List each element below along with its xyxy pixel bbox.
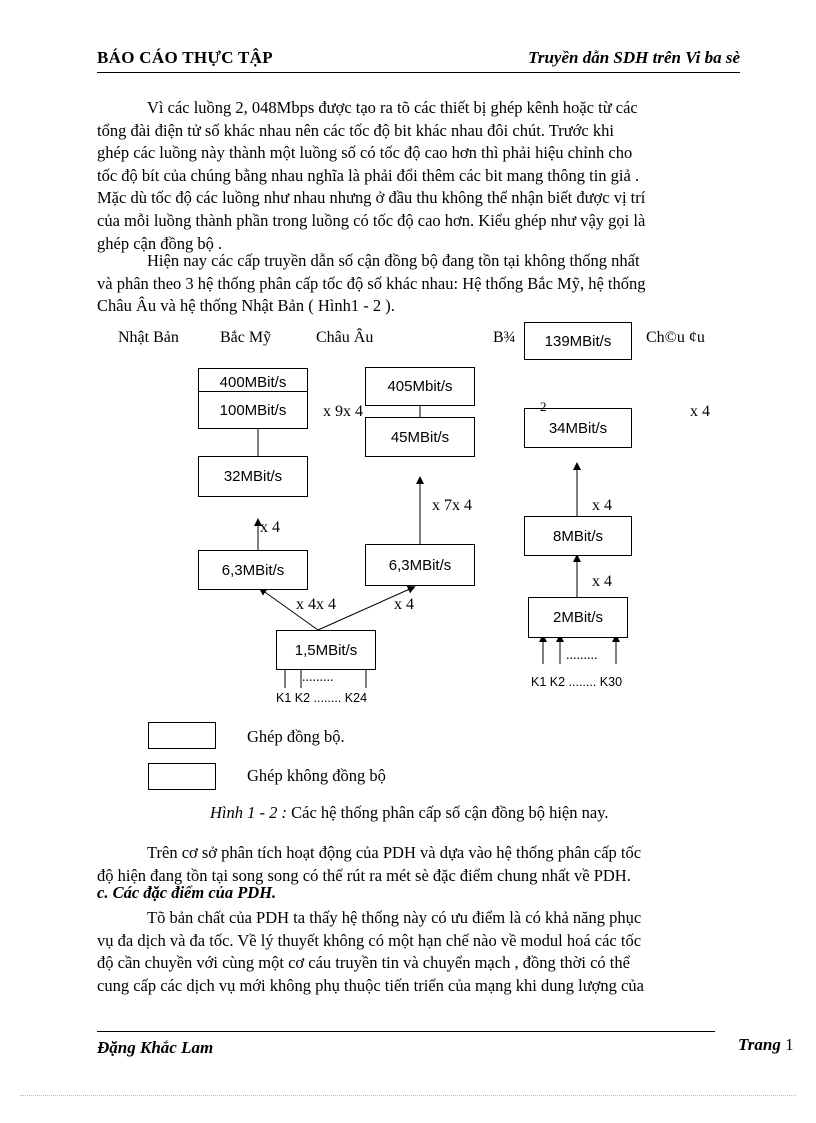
legend-label-async: Ghép không đồng bộ — [247, 766, 386, 785]
rate-box-100: 100MBit/s — [198, 391, 308, 429]
footer-author: Đặng Khắc Lam — [97, 1038, 214, 1057]
input-labels-left: K1 K2 ........ K24 — [276, 691, 368, 705]
multiplier-label: x 4 — [592, 573, 612, 590]
multiplier-label: x 4x 4 — [296, 596, 336, 613]
rate-box-6-3-japan: 6,3MBit/s — [198, 550, 308, 590]
footer-divider — [97, 1031, 715, 1032]
text-line: tổng đài điện tử số khác nhau nên các tốc độ bit khác nhau đôi chút. Trước khi — [97, 120, 614, 140]
text-line: Trên cơ sở phân tích hoạt động của PDH và dựa vào hệ thống phân cấp tốc — [147, 843, 642, 862]
rate-box-2: 2MBit/s — [528, 597, 628, 638]
page-edge-divider — [20, 1095, 796, 1096]
rate-box-1-5: 1,5MBit/s — [276, 630, 376, 670]
figure-caption — [210, 803, 609, 823]
text-line: Hiện nay các cấp truyền dẫn số cận đồng bộ đang tồn tại không thống nhất — [147, 251, 640, 270]
text-line: Vì các luồng 2, 048Mbps được tạo ra tõ các thiết bị ghép kênh hoặc từ các — [147, 98, 638, 117]
text-line: Tõ bản chất của PDH ta thấy hệ thống này có ưu điểm là có khả năng phục — [147, 908, 642, 927]
input-dots: ......... — [302, 670, 334, 685]
legend-swatch-async — [148, 763, 216, 790]
paragraph-4 — [97, 907, 738, 997]
multiplier-label: x 4 — [260, 519, 280, 536]
text-line: cung cấp các dịch vụ mới không phụ thuộc tiến triển của mạng khi dung lượng của — [97, 975, 644, 995]
text-line: tốc độ bít của chúng bằng nhau nghĩa là phải đổi thêm các bit mang thông tin giả . — [97, 165, 640, 185]
text-line: độ hiện đang tồn tại song song có thể rút ra mét sè đặc điểm chung nhất về PDH. — [97, 865, 631, 885]
rate-box-405: 405Mbit/s — [365, 367, 475, 406]
rate-box-6-3-na: 6,3MBit/s — [365, 544, 475, 586]
heading-north-america: Bắc Mỹ — [220, 329, 272, 346]
multiplier-label: x 9x 4 — [323, 403, 363, 420]
page-number — [738, 1035, 794, 1055]
text-line: và phân theo 3 hệ thống phân cấp tốc độ số khác nhau: Hệ thống Bắc Mỹ, hệ thống — [97, 273, 646, 293]
rate-box-400: 400MBit/s — [198, 368, 308, 397]
page-num: 1 — [785, 1035, 794, 1054]
report-subtitle: Truyền dẫn SDH trên Vi ba sè — [528, 48, 740, 67]
rate-box-139: 139MBit/s — [524, 322, 632, 360]
report-title: BÁO CÁO THỰC TẬP — [97, 48, 273, 67]
multiplier-label: x 4 — [592, 497, 612, 514]
stray-char: 2 — [540, 399, 547, 414]
multiplier-label: x 7x 4 — [432, 497, 472, 514]
text-line: ghép cận đồng bộ . — [97, 233, 223, 253]
caption-label: Hình 1 - 2 : — [210, 803, 287, 822]
rate-box-32: 32MBit/s — [198, 456, 308, 497]
rate-box-45: 45MBit/s — [365, 417, 475, 457]
paragraph-3 — [97, 842, 738, 887]
caption-text: Các hệ thống phân cấp số cận đồng bộ hiện nay. — [287, 803, 609, 822]
legend-swatch-sync — [148, 722, 216, 749]
text-line: Châu Âu và hệ thống Nhật Bản ( Hình1 - 2 ). — [97, 296, 395, 316]
heading-europe: Châu Âu — [316, 329, 374, 346]
input-dots: ......... — [566, 648, 598, 663]
section-title: c. Các đặc điểm của PDH. — [97, 883, 277, 902]
text-line: vụ đa dịch và đa tốc. Về lý thuyết không có một hạn chế nào về modul hoá các tốc — [97, 930, 642, 950]
text-line: của mỗi luồng thành phần trong luồng có tốc độ cao hơn. Kiểu ghép như vậy gọi là — [97, 210, 646, 230]
heading-chau-eu: Ch©u ¢u — [646, 329, 705, 346]
multiplier-label: x 4 — [394, 596, 414, 613]
page-label: Trang — [738, 1035, 781, 1054]
heading-b34: B¾ — [493, 329, 516, 346]
input-labels-right: K1 K2 ........ K30 — [531, 675, 623, 689]
text-line: ghép các luồng này thành một luồng số có tốc độ cao hơn thì phải hiệu chỉnh cho — [97, 143, 633, 163]
rate-box-34: 34MBit/s — [524, 408, 632, 448]
multiplier-label: x 4 — [690, 403, 710, 420]
text-line: độ cần chuyền với cùng một cơ cáu truyền tin và chuyển mạch , đồng thời có thể — [97, 953, 630, 973]
text-line: Mặc dù tốc độ các luồng như nhau nhưng ở đầu thu không thể nhận biết được vị trí — [97, 188, 646, 208]
legend-label-sync: Ghép đồng bộ. — [247, 727, 345, 746]
rate-box-8: 8MBit/s — [524, 516, 632, 556]
heading-japan: Nhật Bản — [118, 329, 179, 346]
